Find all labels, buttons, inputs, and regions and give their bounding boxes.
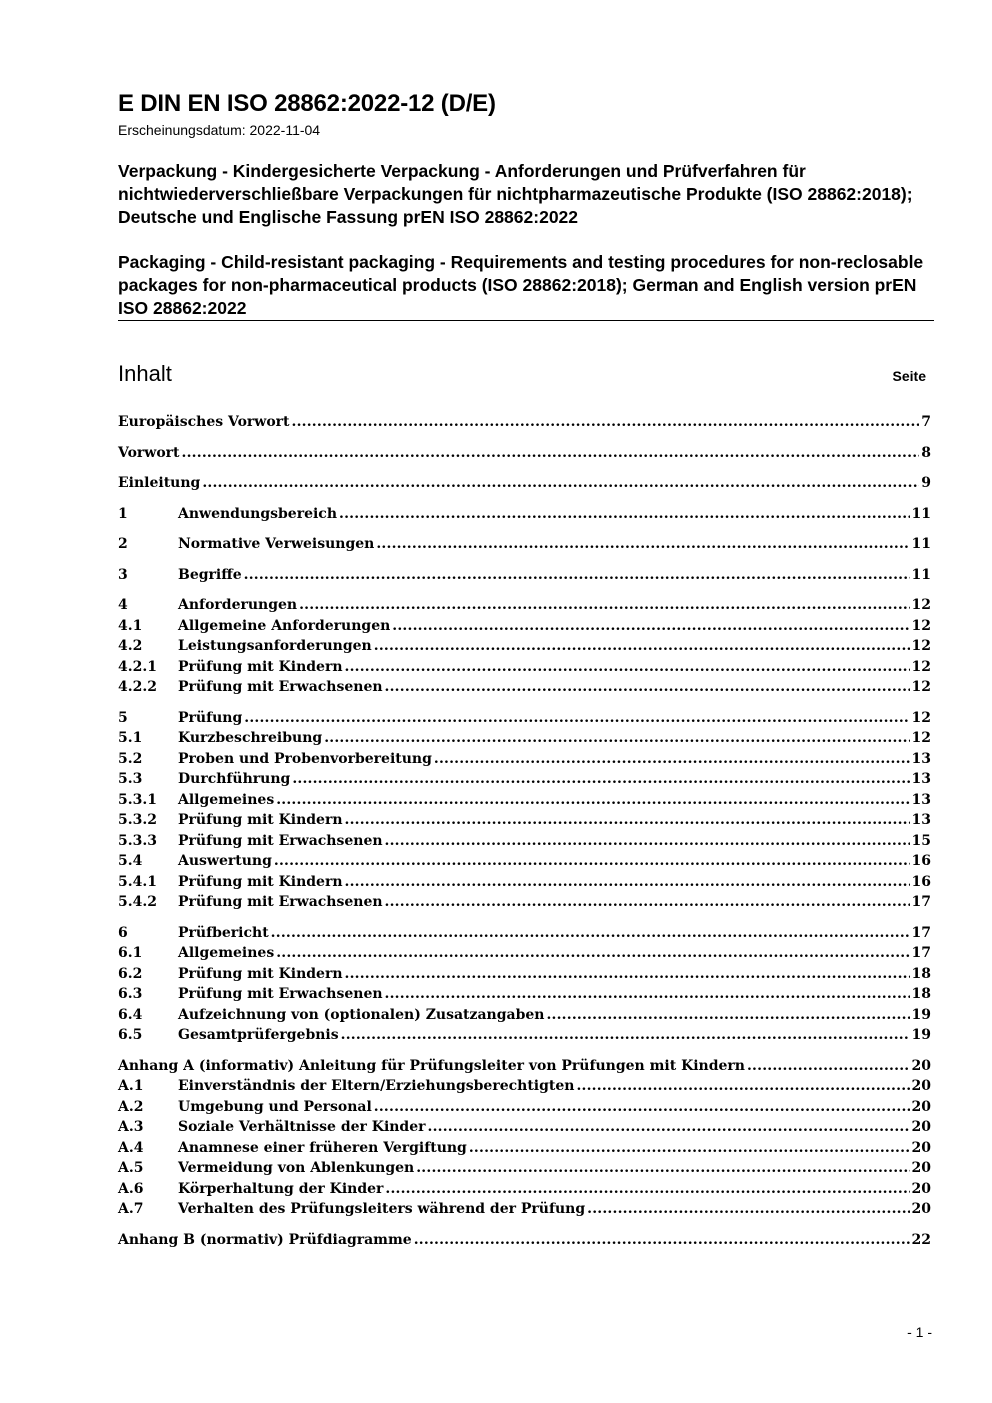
- toc-entry[interactable]: [118, 986, 931, 1007]
- toc-entry-title: Anhang A (informativ) Anleitung für Prüfungsleiter von Prüfungen mit Kindern: [118, 1057, 745, 1074]
- toc-dot-leader: [339, 506, 910, 522]
- toc-entry-number: 6.2: [118, 965, 143, 982]
- toc-entry[interactable]: [118, 659, 931, 680]
- toc-entry-page: 12: [911, 617, 931, 634]
- toc-entry[interactable]: [118, 618, 931, 639]
- toc-entry-page: 17: [911, 945, 931, 961]
- toc-entry-title: Einleitung: [118, 475, 201, 491]
- toc-dot-leader: [345, 812, 910, 828]
- toc-entry-number: A.7: [118, 1201, 144, 1217]
- toc-entry-title: Allgemeines: [178, 791, 275, 808]
- toc-dot-leader: [434, 751, 910, 767]
- toc-entry-number: 4.2: [118, 638, 143, 654]
- toc-entry-number: A.5: [118, 1160, 144, 1176]
- toc-entry-number: 5: [118, 709, 128, 726]
- toc-entry-title: Kurzbeschreibung: [178, 730, 323, 746]
- toc-entry-number: 5.3.3: [118, 832, 157, 849]
- toc-entry-page: 12: [911, 679, 931, 695]
- toc-entry-page: 20: [911, 1119, 931, 1135]
- toc-entry-title: Vorwort: [118, 444, 180, 461]
- toc-entry-page: 19: [911, 1006, 931, 1023]
- toc-entry[interactable]: [118, 1140, 931, 1161]
- toc-entry-number: 5.1: [118, 730, 143, 746]
- toc-dot-leader: [414, 1232, 910, 1248]
- toc-entry-number: 4.2.2: [118, 679, 157, 695]
- title-english: Packaging - Child-resistant packaging - Requirements and testing procedures for non-reclosable packages for non-pharmaceutical products (ISO 28862:2018); German and English version prEN ISO 28862:2022: [118, 252, 924, 318]
- toc-dot-leader: [276, 792, 909, 808]
- toc-entry-title: Einverständnis der Eltern/Erziehungsberechtigten: [178, 1078, 575, 1094]
- toc-entry[interactable]: [118, 1232, 931, 1253]
- toc-entry-title: Normative Verweisungen: [178, 536, 375, 552]
- toc-entry-number: 5.4: [118, 853, 143, 869]
- toc-entry-page: 20: [911, 1098, 931, 1115]
- toc-entry[interactable]: [118, 730, 931, 751]
- toc-entry-title: Aufzeichnung von (optionalen) Zusatzangaben: [178, 1006, 545, 1023]
- toc-entry[interactable]: [118, 771, 931, 792]
- toc-entry-number: 5.4.2: [118, 894, 157, 910]
- toc-entry[interactable]: [118, 1007, 931, 1028]
- toc-dot-leader: [345, 659, 910, 675]
- toc-dot-leader: [292, 771, 909, 787]
- toc-entry-page: 15: [911, 832, 931, 849]
- toc-entry-page: 12: [911, 730, 931, 746]
- toc-entry-page: 13: [911, 812, 931, 828]
- toc-entry-number: 5.3.2: [118, 812, 157, 828]
- page-number: - 1 -: [907, 1324, 932, 1340]
- toc-dot-leader: [392, 618, 909, 634]
- toc-entry[interactable]: [118, 1027, 931, 1048]
- toc-dot-leader: [576, 1078, 909, 1094]
- toc-entry-title: Allgemeines: [178, 945, 275, 961]
- toc-entry-page: 17: [911, 894, 931, 910]
- toc-entry-title: Durchführung: [178, 771, 291, 787]
- toc-entry-number: 2: [118, 536, 128, 552]
- toc-dot-leader: [345, 874, 910, 890]
- toc-dot-leader: [428, 1119, 910, 1135]
- toc-entry-page: 17: [911, 924, 931, 941]
- toc-entry-title: Umgebung und Personal: [178, 1098, 372, 1115]
- toc-entry-page: 12: [911, 709, 931, 726]
- toc-dot-leader: [416, 1160, 909, 1176]
- toc-entry-title: Prüfung mit Erwachsenen: [178, 832, 383, 849]
- toc-entry[interactable]: [118, 792, 931, 813]
- toc-entry-title: Verhalten des Prüfungsleiters während der Prüfung: [178, 1201, 586, 1217]
- toc-entry[interactable]: [118, 414, 931, 435]
- toc-entry-page: 9: [921, 475, 931, 491]
- toc-entry[interactable]: [118, 1058, 931, 1079]
- toc-dot-leader: [274, 853, 910, 869]
- toc-dot-leader: [546, 1007, 909, 1023]
- toc-entry-title: Körperhaltung der Kinder: [178, 1180, 384, 1197]
- toc-page-column-label: Seite: [892, 368, 926, 384]
- toc-entry-number: A.4: [118, 1139, 144, 1156]
- toc-entry-page: 12: [911, 658, 931, 675]
- toc-entry-number: 5.3.1: [118, 791, 157, 808]
- toc-entry[interactable]: [118, 874, 931, 895]
- toc-dot-leader: [324, 730, 909, 746]
- toc-entry-page: 13: [911, 791, 931, 808]
- toc-entry-number: A.6: [118, 1180, 144, 1197]
- toc-entry[interactable]: [118, 925, 931, 946]
- toc-dot-leader: [299, 597, 909, 613]
- toc-entry-page: 18: [911, 986, 931, 1002]
- title-german: Verpackung - Kindergesicherte Verpackung - Anforderungen und Prüfverfahren für nichtwiederverschließbare Verpackungen für nichtpharmazeutische Produkte (ISO 28862:2018); Deutsche und Englische Fassung prEN ISO 28862:2022: [118, 161, 913, 227]
- toc-entry[interactable]: [118, 536, 931, 557]
- toc-entry[interactable]: [118, 1201, 931, 1222]
- toc-entry-title: Auswertung: [178, 853, 272, 869]
- toc-dot-leader: [182, 445, 920, 461]
- toc-dot-leader: [385, 894, 910, 910]
- toc-entry[interactable]: [118, 966, 931, 987]
- toc-entry-page: 22: [911, 1231, 931, 1248]
- toc-entry-page: 12: [911, 638, 931, 654]
- toc-dot-leader: [587, 1201, 909, 1217]
- toc-entry-page: 20: [911, 1180, 931, 1197]
- toc-entry-title: Prüfung mit Kindern: [178, 965, 343, 982]
- toc-entry-title: Begriffe: [178, 566, 242, 583]
- toc-entry[interactable]: [118, 679, 931, 700]
- toc-dot-leader: [292, 414, 920, 430]
- toc-entry-number: 4.2.1: [118, 658, 157, 675]
- toc-entry-page: 20: [911, 1057, 931, 1074]
- toc-entry-page: 18: [911, 965, 931, 982]
- toc-dot-leader: [345, 966, 910, 982]
- toc-dot-leader: [341, 1027, 910, 1043]
- toc-entry-title: Anforderungen: [178, 597, 298, 613]
- toc-entry-title: Prüfung mit Kindern: [178, 873, 343, 890]
- toc-entry-title: Prüfbericht: [178, 924, 269, 941]
- toc-entry-title: Anamnese einer früheren Vergiftung: [178, 1139, 467, 1156]
- toc-entry-title: Gesamtprüfergebnis: [178, 1027, 339, 1043]
- toc-entry-number: 4: [118, 597, 128, 613]
- toc-entry-page: 12: [911, 597, 931, 613]
- toc-entry-number: A.3: [118, 1119, 144, 1135]
- toc-dot-leader: [244, 710, 909, 726]
- toc-entry-title: Anwendungsbereich: [178, 505, 337, 522]
- toc-entry-title: Allgemeine Anforderungen: [178, 617, 391, 634]
- toc-entry[interactable]: [118, 1119, 931, 1140]
- toc-entry-title: Prüfung mit Erwachsenen: [178, 679, 383, 695]
- toc-entry-number: 5.4.1: [118, 873, 157, 890]
- toc-entry-title: Prüfung mit Erwachsenen: [178, 894, 383, 910]
- toc-dot-leader: [374, 1099, 910, 1115]
- toc-entry-page: 16: [911, 853, 931, 869]
- toc-entry-page: 7: [921, 414, 931, 430]
- toc-entry-number: 4.1: [118, 617, 143, 634]
- toc-entry[interactable]: [118, 567, 931, 588]
- toc-dot-leader: [385, 1181, 909, 1197]
- toc-entry-page: 11: [911, 536, 931, 552]
- toc-entry-page: 8: [921, 444, 931, 461]
- table-of-contents: [118, 414, 931, 1252]
- toc-entry[interactable]: [118, 638, 931, 659]
- toc-dot-leader: [374, 638, 910, 654]
- toc-entry-number: 6.3: [118, 986, 143, 1002]
- toc-entry-number: 6.1: [118, 945, 143, 961]
- toc-heading: Inhalt: [118, 361, 172, 386]
- toc-entry-title: Anhang B (normativ) Prüfdiagramme: [118, 1231, 412, 1248]
- toc-entry-page: 11: [911, 566, 931, 583]
- toc-entry-number: 6: [118, 924, 128, 941]
- toc-entry[interactable]: [118, 597, 931, 618]
- toc-entry[interactable]: [118, 833, 931, 854]
- toc-entry-page: 20: [911, 1078, 931, 1094]
- toc-dot-leader: [385, 679, 910, 695]
- toc-entry-title: Proben und Probenvorbereitung: [178, 750, 432, 767]
- toc-entry[interactable]: [118, 506, 931, 527]
- toc-entry[interactable]: [118, 812, 931, 833]
- toc-entry-title: Vermeidung von Ablenkungen: [178, 1160, 415, 1176]
- toc-entry-page: 13: [911, 750, 931, 767]
- toc-entry-page: 20: [911, 1160, 931, 1176]
- toc-entry[interactable]: [118, 1160, 931, 1181]
- toc-dot-leader: [202, 475, 919, 491]
- toc-entry-number: 6.5: [118, 1027, 143, 1043]
- document-title: E DIN EN ISO 28862:2022-12 (D/E): [118, 90, 496, 117]
- toc-entry[interactable]: [118, 1099, 931, 1120]
- toc-entry-number: 3: [118, 566, 128, 583]
- publication-date: Erscheinungsdatum: 2022-11-04: [118, 122, 321, 138]
- toc-entry[interactable]: [118, 945, 931, 966]
- toc-entry-page: 20: [911, 1201, 931, 1217]
- toc-entry-number: A.2: [118, 1098, 144, 1115]
- toc-entry-page: 16: [911, 873, 931, 890]
- toc-entry-title: Leistungsanforderungen: [178, 638, 372, 654]
- toc-entry[interactable]: [118, 475, 931, 496]
- toc-entry[interactable]: [118, 1181, 931, 1202]
- toc-entry[interactable]: [118, 445, 931, 466]
- toc-dot-leader: [376, 536, 909, 552]
- toc-entry-number: 6.4: [118, 1006, 143, 1023]
- toc-dot-leader: [469, 1140, 910, 1156]
- toc-dot-leader: [276, 945, 909, 961]
- toc-dot-leader: [385, 986, 910, 1002]
- toc-entry-title: Prüfung mit Erwachsenen: [178, 986, 383, 1002]
- toc-entry-title: Soziale Verhältnisse der Kinder: [178, 1119, 426, 1135]
- toc-dot-leader: [244, 567, 910, 583]
- toc-entry-number: 5.3: [118, 771, 143, 787]
- toc-entry-page: 13: [911, 771, 931, 787]
- toc-entry-number: 1: [118, 505, 128, 522]
- header-divider: [118, 320, 934, 321]
- toc-entry-page: 19: [911, 1027, 931, 1043]
- toc-entry[interactable]: [118, 853, 931, 874]
- toc-entry-number: 5.2: [118, 750, 143, 767]
- toc-dot-leader: [385, 833, 910, 849]
- toc-entry[interactable]: [118, 894, 931, 915]
- toc-entry-page: 11: [911, 505, 931, 522]
- toc-entry[interactable]: [118, 1078, 931, 1099]
- toc-entry-title: Europäisches Vorwort: [118, 414, 290, 430]
- toc-entry[interactable]: [118, 751, 931, 772]
- toc-entry-number: A.1: [118, 1078, 144, 1094]
- toc-dot-leader: [271, 925, 910, 941]
- toc-entry-title: Prüfung: [178, 709, 243, 726]
- toc-entry-title: Prüfung mit Kindern: [178, 658, 343, 675]
- toc-entry[interactable]: [118, 710, 931, 731]
- toc-entry-title: Prüfung mit Kindern: [178, 812, 343, 828]
- toc-entry-page: 20: [911, 1139, 931, 1156]
- toc-dot-leader: [747, 1058, 910, 1074]
